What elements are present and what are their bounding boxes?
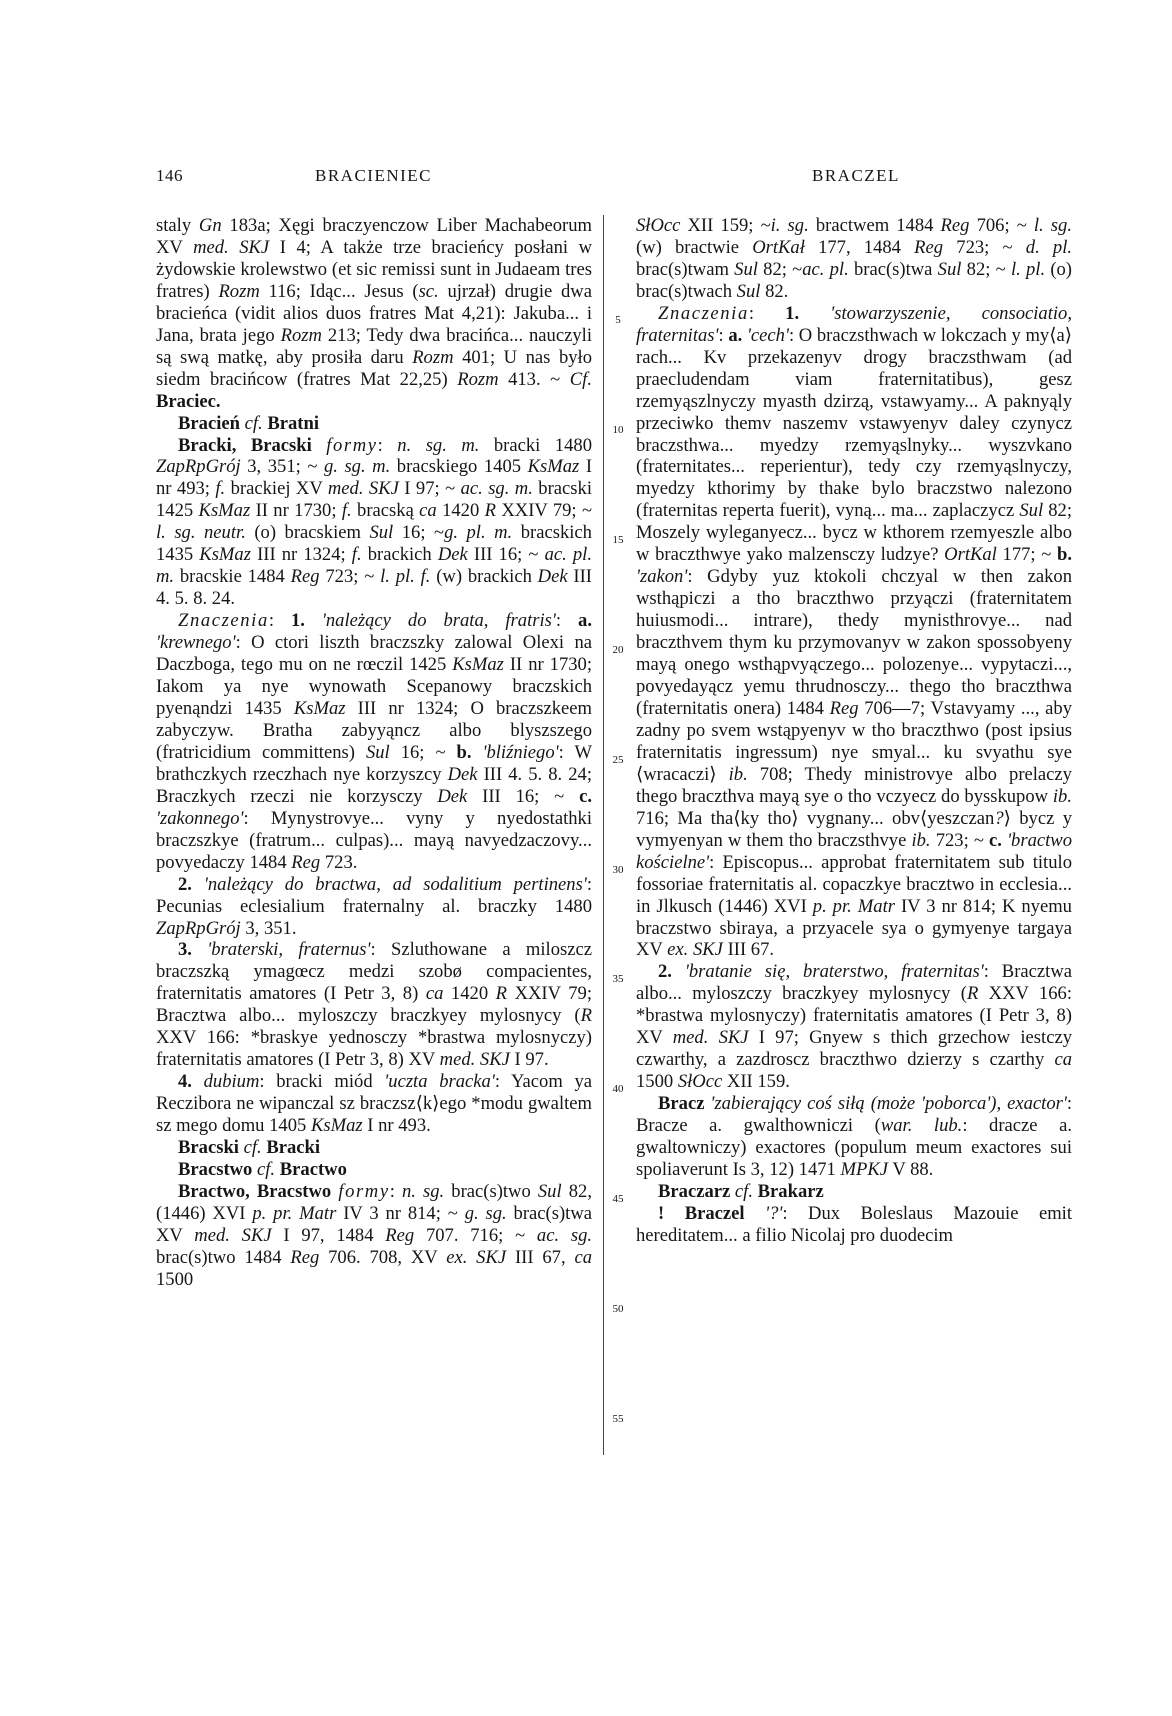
entry-bracz: Bracz 'zabierający coś siłą (może 'poborca'), exactor': Bracze a. gwalthowniczi (war. lub.: dracze a. gwaltowniczy) exactores (populum meum exactores sui spoliaverunt Is 3, 12) 1471 MPKJ V 88. — [636, 1093, 1072, 1180]
line-number: 45 — [612, 1193, 624, 1205]
entry-braczarz: Braczarz cf. Brakarz — [658, 1180, 824, 1202]
entry-bracstwo: Bracstwo cf. Bractwo — [178, 1158, 347, 1180]
line-number: 15 — [612, 534, 624, 546]
left-column — [156, 215, 592, 1291]
line-number: 5 — [615, 314, 621, 326]
entry-bracien: Bracień cf. Bratni — [178, 412, 320, 434]
line-number: 50 — [612, 1303, 624, 1315]
right-column — [636, 215, 1072, 1247]
running-head-left: BRACIENIEC — [315, 166, 432, 185]
sense-3-bracki: 3. 'braterski, fraternus': Szluthowane a miloszcz braczszką ymagœcz medzi szobø compacientes, fraternitatis amatores (I Petr 3, 8) ca 1420 R XXIV 79; Bracztwa albo... myloszczy braczkyey mylosnycy (R XXV 166: *braskye yednosczy *brastwa mylosnyczy) fraternitatis amatores (I Petr 3, 8) XV med. SKJ I 97. — [156, 939, 593, 1071]
line-number: 55 — [612, 1413, 624, 1425]
sense-1-bracki: Znaczenia: 1. 'należący do brata, fratris': a. 'krewnego': O ctori liszth braczszky zalowal Olexi na Daczboga, tego mu on ne rœczil 1425 KsMaz II nr 1730; Iakom ya nye wynowath Scepanowy braczskich pyenąndzi 1435 KsMaz III nr 1324; O braczszkeem zabyczyw. Bratha zabyyąncz albo blyszszego (fratricidium committens) Sul 16; ~ b. 'bliźniego': W brathczkych rzeczhach nye korzyszcy Dek III 4. 5. 8. 24; Braczkych rzeczi nie korzysczy Dek III 16; ~ c. 'zakonnego': Mynystrovye... vyny y nyedostathki braczszkye (fratrum... culpas)... mayą navyedzaczovy... povyedaczy 1484 Reg 723. — [156, 610, 593, 873]
entry-bracki: Bracki, Bracski formy: n. sg. m. bracki 1480 ZapRpGrój 3, 351; ~ g. sg. m. bracskiego 1405 KsMaz I nr 493; f. brackiej XV med. SKJ I 97; ~ ac. sg. m. bracski 1425 KsMaz II nr 1730; f. bracską ca 1420 R XXIV 79; ~ l. sg. neutr. (o) bracskiem Sul 16; ~g. pl. m. bracskich 1435 KsMaz III nr 1324; f. brackich Dek III 16; ~ ac. pl. m. bracskie 1484 Reg 723; ~ l. pl. f. (w) brackich Dek III 4. 5. 8. 24. — [156, 434, 593, 610]
sense-2-bractwo: 2. 'bratanie się, braterstwo, fraternitas': Bracztwa albo... myloszczy braczkyey mylosnycy (R XXV 166: *brastwa mylosnyczy) fraternitatis amatores (I Petr 3, 8) XV med. SKJ I 97; Gnyew s thich grzechow iestczy czwarthy, a zazdroscz braczthwo dzierzy s czarthy ca 1500 SłOcc XII 159. — [636, 961, 1073, 1093]
sense-2-bracki: 2. 'należący do bractwa, ad sodalitium pertinens': Pecunias eclesialium fraternalny al. braczky 1480 ZapRpGrój 3, 351. — [156, 873, 592, 939]
line-number: 20 — [612, 644, 624, 656]
line-number: 40 — [612, 1083, 624, 1095]
entry-continuation-braciec: staly Gn 183a; Xęgi braczyenczow Liber Machabeorum XV med. SKJ I 4; A także trze bracieńcy posłani w żydowskie krolewstwo (et sic remissi sunt in Judaeam tres fratres) Rozm 116; Idąc... Jesus (sc. ujrzał) drugie dwa bracieńca (vidit alios duos fratres Mat 4,21): Jakuba... i Jana, brata jego Rozm 213; Tedy dwa bracińca... nauczyli są swą matkę, aby prosiła daru Rozm 401; U nas było siedm bracińcow (fratres Mat 22,25) Rozm 413. ~ Cf. Braciec. — [156, 215, 593, 412]
line-number: 10 — [612, 424, 624, 436]
line-number: 30 — [612, 864, 624, 876]
entry-bractwo: Bractwo, Bracstwo formy: n. sg. brac(s)two Sul 82, (1446) XVI p. pr. Matr IV 3 nr 814; ~ g. sg. brac(s)twa XV med. SKJ I 97, 1484 Reg 707. 716; ~ ac. sg. brac(s)two 1484 Reg 706. 708, XV ex. SKJ III 67, ca 1500 — [156, 1180, 593, 1290]
line-number: 25 — [612, 754, 624, 766]
entry-braczel: ! Braczel '?': Dux Boleslaus Mazouie emit hereditatem... a filio Nicolaj pro duodecim — [636, 1202, 1073, 1246]
column-divider — [603, 215, 604, 1455]
sense-1-bractwo: Znaczenia: 1. 'stowarzyszenie, consociatio, fraternitas': a. 'cech': O braczsthwach w lokczach y my⟨a⟩rach... Kv przekazenyv drogy braczsthwam (ad praecludendam viam fraternitatibus), gesz rzemyąszlnyczy myasth dzirzą, vstawyamy... A paknyąly przeciwko themv naszemv vstawyenyv daley czynycz braczsthwa... myedzy rzemyąslnyky... wyszvkano (fraternitates... reperientur), tedy czy rzemyąslnyczy, myedzy kthorimy by thake bylo braczstwo nalezono (fraternitas reperta fuerit), vyną... ma... zaplaczycz Sul 82; Moszely wyleganyecz... bycz w kthorem rzemyeszle albo w braczthwye yako malzensczy ludzye? OrtKal 177; ~ b. 'zakon': Gdyby yuz ktokoli chczyal w then zakon wsthąpiczi a tho braczthwo przyączi (fraternitatem huiusmodi... intrare), thedy mynisthrovye... nad braczthvem thym ku przymovanyv w zakon spossobyeny mayą onego wsthąpvyączego... polozenye... vypytaczi..., povyedayącz yemu thrudnosczy... thego tho braczthwa (fraternitatis onera) 1484 Reg 706—7; Vstavyamy ..., aby zadny po svem wstąpyenyv w tho braczthwo (post ipsius fraternitatis ingressum) nye smyal... ku svyathu sye ⟨wracaczi⟩ ib. 708; Thedy ministrovye albo prelaczy thego braczthva mayą sye o tho vczyecz do bysskupow ib. 716; Ma tha⟨ky tho⟩ vygnany... obv⟨yeszczan?⟩ bycz y vymyenyan w them tho braczsthvye ib. 723; ~ c. 'bractwo kościelne': Episcopus... approbat fraternitatem sub titulo fossoriae fraternitatis al. copaczkye bracztwo in ecclesia... in Jlkusch (1446) XVI p. pr. Matr IV 3 nr 814; K nyemu braczstwo sbiraya, a przyacele sya o gymyenye targaya XV ex. SKJ III 67. — [636, 302, 1073, 961]
line-number: 35 — [612, 973, 624, 985]
page-number: 146 — [156, 166, 183, 185]
running-head-right: BRACZEL — [812, 166, 900, 185]
entry-continuation-bractwo: SłOcc XII 159; ~i. sg. bractwem 1484 Reg 706; ~ l. sg. (w) bractwie OrtKał 177, 1484 Reg 723; ~ d. pl. brac(s)twam Sul 82; ~ac. pl. brac(s)twa Sul 82; ~ l. pl. (o) brac(s)twach Sul 82. — [636, 215, 1073, 302]
sense-4-bracki: 4. dubium: bracki miód 'uczta bracka': Yacom ya Reczibora ne wipanczal sz braczsz⟨k⟩ego *modu gwaltem sz mego domu 1405 KsMaz I nr 493. — [156, 1071, 593, 1137]
entry-bracski: Bracski cf. Bracki — [178, 1137, 321, 1159]
